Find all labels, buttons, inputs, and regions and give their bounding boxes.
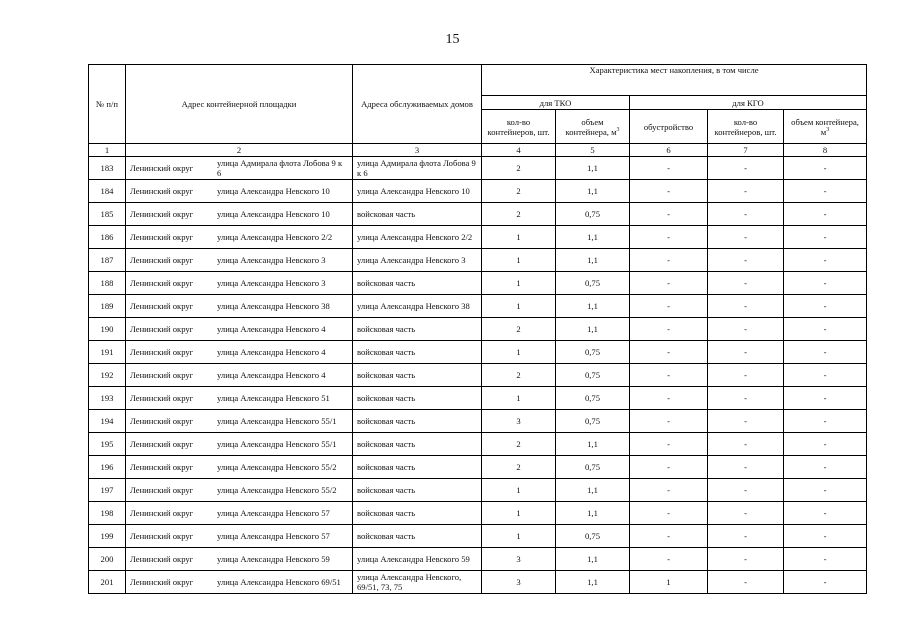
tko-container-count: 3	[482, 410, 556, 433]
tko-container-volume: 1,1	[556, 318, 630, 341]
kgo-container-volume: -	[784, 364, 867, 387]
table-row	[89, 157, 867, 180]
table-row	[89, 203, 867, 226]
site-address	[130, 439, 348, 449]
kgo-container-count: -	[708, 180, 784, 203]
tko-container-count: 1	[482, 249, 556, 272]
street-address: улица Александра Невского 55/2	[217, 485, 337, 495]
kgo-arrangement: -	[630, 226, 708, 249]
column-number: 6	[630, 144, 708, 157]
table-row	[89, 318, 867, 341]
district-name: Ленинский округ	[130, 209, 194, 219]
kgo-container-count: -	[708, 548, 784, 571]
table-row	[89, 548, 867, 571]
district-name: Ленинский округ	[130, 577, 194, 587]
site-address	[130, 158, 348, 178]
site-address	[130, 554, 348, 564]
site-address	[130, 393, 348, 403]
tko-container-count: 1	[482, 341, 556, 364]
site-address-cell	[126, 226, 353, 249]
tko-container-volume: 1,1	[556, 295, 630, 318]
column-number: 2	[126, 144, 353, 157]
row-number: 199	[89, 525, 126, 548]
site-address-cell	[126, 387, 353, 410]
kgo-container-volume: -	[784, 226, 867, 249]
district-name: Ленинский округ	[130, 186, 194, 196]
table-row	[89, 479, 867, 502]
tko-container-volume: 1,1	[556, 157, 630, 180]
table-row	[89, 433, 867, 456]
district-name: Ленинский округ	[130, 393, 194, 403]
site-address	[130, 301, 348, 311]
kgo-container-volume: -	[784, 341, 867, 364]
site-address	[130, 255, 348, 265]
tko-container-count: 2	[482, 318, 556, 341]
site-address	[130, 485, 348, 495]
site-address-cell	[126, 318, 353, 341]
street-address: улица Александра Невского 3	[217, 278, 326, 288]
street-address: улица Александра Невского 2/2	[217, 232, 333, 242]
site-address-cell	[126, 272, 353, 295]
kgo-container-volume: -	[784, 571, 867, 594]
kgo-container-volume: -	[784, 502, 867, 525]
served-address: войсковая часть	[353, 479, 482, 502]
kgo-container-volume: -	[784, 203, 867, 226]
tko-container-volume: 0,75	[556, 410, 630, 433]
kgo-container-count: -	[708, 433, 784, 456]
table-row	[89, 571, 867, 594]
street-address: улица Александра Невского 57	[217, 508, 330, 518]
tko-container-count: 3	[482, 548, 556, 571]
kgo-arrangement: -	[630, 180, 708, 203]
tko-container-count: 1	[482, 295, 556, 318]
tko-container-volume: 0,75	[556, 456, 630, 479]
served-address: войсковая часть	[353, 318, 482, 341]
tko-container-count: 2	[482, 364, 556, 387]
table-row	[89, 364, 867, 387]
column-number: 7	[708, 144, 784, 157]
tko-container-volume: 1,1	[556, 249, 630, 272]
tko-container-volume: 1,1	[556, 433, 630, 456]
row-number: 198	[89, 502, 126, 525]
tko-container-volume: 0,75	[556, 272, 630, 295]
tko-container-count: 1	[482, 525, 556, 548]
kgo-container-count: -	[708, 203, 784, 226]
row-number: 197	[89, 479, 126, 502]
tko-container-volume: 1,1	[556, 226, 630, 249]
served-address: улица Александра Невского, 69/51, 73, 75	[353, 571, 482, 594]
site-address	[130, 278, 348, 288]
kgo-container-volume: -	[784, 433, 867, 456]
served-address: войсковая часть	[353, 433, 482, 456]
tko-container-count: 1	[482, 502, 556, 525]
header-tko-volume-sup: 3	[616, 126, 620, 133]
street-address: улица Адмирала флота Лобова 9 к 6	[217, 158, 343, 178]
row-number: 186	[89, 226, 126, 249]
district-name: Ленинский округ	[130, 163, 194, 173]
kgo-container-volume: -	[784, 410, 867, 433]
street-address: улица Александра Невского 51	[217, 393, 330, 403]
row-number: 183	[89, 157, 126, 180]
district-name: Ленинский округ	[130, 485, 194, 495]
row-number: 194	[89, 410, 126, 433]
site-address-cell	[126, 180, 353, 203]
kgo-arrangement: -	[630, 318, 708, 341]
street-address: улица Александра Невского 55/2	[217, 462, 337, 472]
kgo-arrangement: -	[630, 456, 708, 479]
row-number: 192	[89, 364, 126, 387]
row-number: 193	[89, 387, 126, 410]
tko-container-count: 1	[482, 387, 556, 410]
site-address	[130, 370, 348, 380]
site-address-cell	[126, 364, 353, 387]
street-address: улица Александра Невского 4	[217, 324, 326, 334]
kgo-container-count: -	[708, 249, 784, 272]
site-address-cell	[126, 433, 353, 456]
kgo-arrangement: -	[630, 249, 708, 272]
kgo-container-count: -	[708, 525, 784, 548]
kgo-container-count: -	[708, 295, 784, 318]
site-address-cell	[126, 548, 353, 571]
tko-container-count: 2	[482, 456, 556, 479]
tko-container-count: 1	[482, 479, 556, 502]
tko-container-volume: 1,1	[556, 571, 630, 594]
tko-container-count: 3	[482, 571, 556, 594]
kgo-container-count: -	[708, 410, 784, 433]
district-name: Ленинский округ	[130, 278, 194, 288]
header-served-addresses: Адреса обслуживаемых домов	[353, 65, 482, 144]
tko-container-volume: 1,1	[556, 479, 630, 502]
street-address: улица Александра Невского 38	[217, 301, 330, 311]
site-address	[130, 209, 348, 219]
header-tko-count: кол-во контейнеров, шт.	[482, 110, 556, 144]
column-number: 5	[556, 144, 630, 157]
kgo-container-volume: -	[784, 479, 867, 502]
table-row	[89, 525, 867, 548]
row-number: 184	[89, 180, 126, 203]
table-row	[89, 387, 867, 410]
kgo-container-volume: -	[784, 387, 867, 410]
site-address	[130, 324, 348, 334]
site-address-cell	[126, 295, 353, 318]
site-address-cell	[126, 341, 353, 364]
street-address: улица Александра Невского 4	[217, 370, 326, 380]
table-row	[89, 249, 867, 272]
header-site-address: Адрес контейнерной площадки	[126, 65, 353, 144]
street-address: улица Александра Невского 59	[217, 554, 330, 564]
table-row	[89, 272, 867, 295]
kgo-container-volume: -	[784, 318, 867, 341]
row-number: 188	[89, 272, 126, 295]
header-tko-volume	[556, 110, 630, 144]
district-name: Ленинский округ	[130, 324, 194, 334]
kgo-container-count: -	[708, 456, 784, 479]
served-address: войсковая часть	[353, 272, 482, 295]
served-address: войсковая часть	[353, 341, 482, 364]
site-address	[130, 462, 348, 472]
container-sites-table	[88, 64, 867, 594]
tko-container-volume: 1,1	[556, 180, 630, 203]
tko-container-volume: 1,1	[556, 502, 630, 525]
site-address-cell	[126, 249, 353, 272]
served-address: войсковая часть	[353, 456, 482, 479]
kgo-arrangement: -	[630, 272, 708, 295]
served-address: войсковая часть	[353, 387, 482, 410]
street-address: улица Александра Невского 57	[217, 531, 330, 541]
district-name: Ленинский округ	[130, 531, 194, 541]
site-address	[130, 186, 348, 196]
district-name: Ленинский округ	[130, 255, 194, 265]
header-kgo-count: кол-во контейнеров, шт.	[708, 110, 784, 144]
kgo-arrangement: -	[630, 387, 708, 410]
tko-container-volume: 0,75	[556, 341, 630, 364]
district-name: Ленинский округ	[130, 232, 194, 242]
row-number: 195	[89, 433, 126, 456]
kgo-arrangement: -	[630, 364, 708, 387]
tko-container-volume: 0,75	[556, 525, 630, 548]
row-number: 190	[89, 318, 126, 341]
site-address	[130, 508, 348, 518]
tko-container-count: 2	[482, 157, 556, 180]
served-address: улица Адмирала флота Лобова 9 к 6	[353, 157, 482, 180]
page-number: 15	[445, 32, 460, 47]
kgo-container-volume: -	[784, 456, 867, 479]
kgo-arrangement: -	[630, 341, 708, 364]
row-number: 191	[89, 341, 126, 364]
header-tko-volume-text: объем контейнера, м	[565, 116, 617, 137]
tko-container-volume: 0,75	[556, 387, 630, 410]
site-address	[130, 531, 348, 541]
site-address-cell	[126, 525, 353, 548]
kgo-arrangement: -	[630, 203, 708, 226]
served-address: войсковая часть	[353, 364, 482, 387]
kgo-arrangement: 1	[630, 571, 708, 594]
row-number: 189	[89, 295, 126, 318]
row-number: 196	[89, 456, 126, 479]
column-number: 1	[89, 144, 126, 157]
tko-container-volume: 0,75	[556, 203, 630, 226]
site-address-cell	[126, 157, 353, 180]
site-address-cell	[126, 571, 353, 594]
tko-container-count: 2	[482, 433, 556, 456]
row-number: 185	[89, 203, 126, 226]
kgo-arrangement: -	[630, 295, 708, 318]
kgo-container-volume: -	[784, 157, 867, 180]
served-address: улица Александра Невского 59	[353, 548, 482, 571]
site-address-cell	[126, 456, 353, 479]
street-address: улица Александра Невского 4	[217, 347, 326, 357]
header-kgo-volume	[784, 110, 867, 144]
kgo-arrangement: -	[630, 410, 708, 433]
kgo-container-count: -	[708, 387, 784, 410]
tko-container-count: 1	[482, 272, 556, 295]
served-address: улица Александра Невского 38	[353, 295, 482, 318]
site-address	[130, 232, 348, 242]
kgo-arrangement: -	[630, 548, 708, 571]
header-kgo-arrangement: обустройство	[630, 110, 708, 144]
row-number: 187	[89, 249, 126, 272]
site-address-cell	[126, 410, 353, 433]
district-name: Ленинский округ	[130, 462, 194, 472]
kgo-container-count: -	[708, 571, 784, 594]
kgo-container-volume: -	[784, 180, 867, 203]
table-row	[89, 295, 867, 318]
header-characteristics: Характеристика мест накопления, в том числе	[482, 65, 867, 96]
header-num: № п/п	[89, 65, 126, 144]
served-address: улица Александра Невского 2/2	[353, 226, 482, 249]
header-group-kgo: для КГО	[630, 96, 867, 110]
site-address	[130, 416, 348, 426]
header-kgo-volume-sup: 3	[826, 126, 830, 133]
district-name: Ленинский округ	[130, 301, 194, 311]
column-number: 3	[353, 144, 482, 157]
street-address: улица Александра Невского 55/1	[217, 416, 337, 426]
site-address	[130, 577, 348, 587]
tko-container-count: 2	[482, 180, 556, 203]
kgo-container-volume: -	[784, 525, 867, 548]
kgo-arrangement: -	[630, 525, 708, 548]
served-address: войсковая часть	[353, 410, 482, 433]
column-number-row	[89, 144, 867, 157]
kgo-container-count: -	[708, 272, 784, 295]
table-row	[89, 341, 867, 364]
district-name: Ленинский округ	[130, 508, 194, 518]
district-name: Ленинский округ	[130, 416, 194, 426]
served-address: войсковая часть	[353, 502, 482, 525]
site-address-cell	[126, 479, 353, 502]
district-name: Ленинский округ	[130, 347, 194, 357]
tko-container-count: 2	[482, 203, 556, 226]
row-number: 200	[89, 548, 126, 571]
tko-container-volume: 0,75	[556, 364, 630, 387]
street-address: улица Александра Невского 10	[217, 209, 330, 219]
kgo-arrangement: -	[630, 502, 708, 525]
street-address: улица Александра Невского 3	[217, 255, 326, 265]
table-row	[89, 180, 867, 203]
kgo-container-count: -	[708, 318, 784, 341]
served-address: войсковая часть	[353, 203, 482, 226]
kgo-container-count: -	[708, 502, 784, 525]
district-name: Ленинский округ	[130, 554, 194, 564]
street-address: улица Александра Невского 69/51	[217, 577, 341, 587]
kgo-container-volume: -	[784, 249, 867, 272]
kgo-container-volume: -	[784, 548, 867, 571]
kgo-container-count: -	[708, 341, 784, 364]
tko-container-volume: 1,1	[556, 548, 630, 571]
table-row	[89, 226, 867, 249]
district-name: Ленинский округ	[130, 439, 194, 449]
served-address: войсковая часть	[353, 525, 482, 548]
kgo-arrangement: -	[630, 157, 708, 180]
kgo-container-count: -	[708, 157, 784, 180]
header-group-tko: для ТКО	[482, 96, 630, 110]
kgo-container-count: -	[708, 226, 784, 249]
header-kgo-volume-text: объем контейнера, м	[791, 116, 859, 137]
street-address: улица Александра Невского 55/1	[217, 439, 337, 449]
kgo-container-count: -	[708, 364, 784, 387]
column-number: 8	[784, 144, 867, 157]
table-row	[89, 410, 867, 433]
kgo-container-volume: -	[784, 295, 867, 318]
table-row	[89, 502, 867, 525]
site-address-cell	[126, 502, 353, 525]
district-name: Ленинский округ	[130, 370, 194, 380]
row-number: 201	[89, 571, 126, 594]
served-address: улица Александра Невского 10	[353, 180, 482, 203]
tko-container-count: 1	[482, 226, 556, 249]
site-address-cell	[126, 203, 353, 226]
table-body	[89, 157, 867, 594]
column-number: 4	[482, 144, 556, 157]
kgo-arrangement: -	[630, 479, 708, 502]
kgo-container-count: -	[708, 479, 784, 502]
kgo-container-volume: -	[784, 272, 867, 295]
served-address: улица Александра Невского 3	[353, 249, 482, 272]
table-row	[89, 456, 867, 479]
site-address	[130, 347, 348, 357]
kgo-arrangement: -	[630, 433, 708, 456]
street-address: улица Александра Невского 10	[217, 186, 330, 196]
